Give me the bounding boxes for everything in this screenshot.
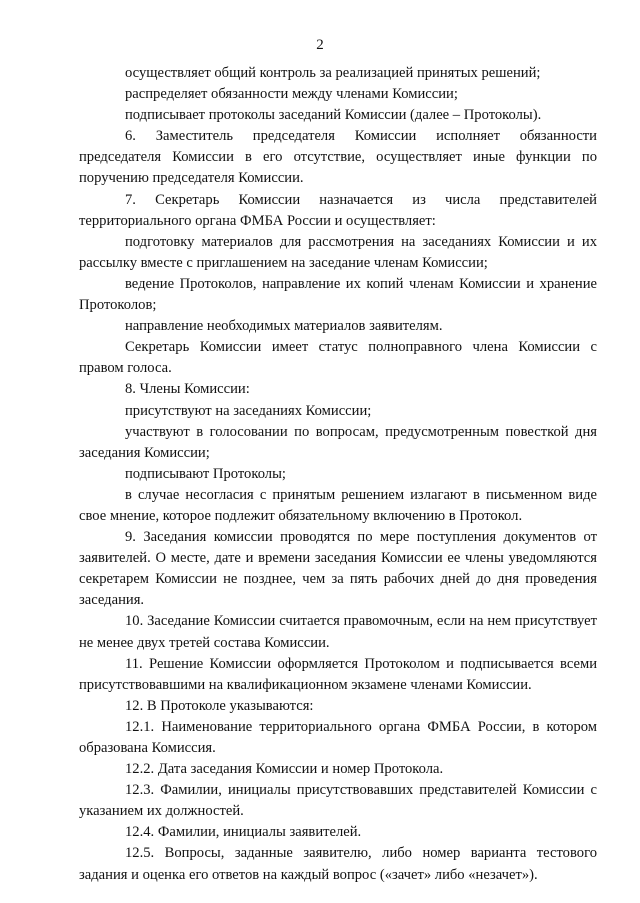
paragraph-12-3: 12.3. Фамилии, инициалы присутствовавших представителей Комиссии с указанием их должностей.	[79, 782, 597, 820]
paragraph-12-2: 12.2. Дата заседания Комиссии и номер Протокола.	[125, 761, 444, 778]
paragraph-members-sign: подписывают Протоколы;	[125, 465, 286, 482]
paragraph-7-secretary: 7. Секретарь Комиссии назначается из числа представителей территориального органа ФМБА России и осуществляет:	[79, 191, 597, 229]
paragraph-secretary-protocols: ведение Протоколов, направление их копий членам Комиссии и хранение Протоколов;	[79, 275, 597, 314]
paragraph-sign-protocols: подписывает протоколы заседаний Комиссии (далее – Протоколы).	[125, 107, 542, 124]
document-body	[79, 63, 597, 886]
paragraph-11-decision: 11. Решение Комиссии оформляется Протоколом и подписывается всеми присутствовавшими на квалификационном экзамене членами Комиссии.	[79, 655, 597, 693]
paragraph-members-disagreement: в случае несогласия с принятым решением излагают в письменном виде свое мнение, которое подлежит обязательному включению в Протокол.	[79, 486, 597, 524]
paragraph-members-attend: присутствуют на заседаниях Комиссии;	[125, 402, 372, 419]
paragraph-12-protocol-contents: 12. В Протоколе указываются:	[125, 697, 314, 714]
paragraph-secretary-status: Секретарь Комиссии имеет статус полноправного члена Комиссии с правом голоса.	[79, 339, 597, 377]
paragraph-12-4: 12.4. Фамилии, инициалы заявителей.	[125, 824, 362, 841]
paragraph-secretary-preparation: подготовку материалов для рассмотрения на заседаниях Комиссии и их рассылку вместе с приглашением на заседание членам Комиссии;	[79, 233, 597, 271]
paragraph-secretary-materials: направление необходимых материалов заявителям.	[125, 318, 443, 335]
paragraph-6-deputy-chair: 6. Заместитель председателя Комиссии исполняет обязанности председателя Комиссии в его отсутствие, осуществляет иные функции по поручению председателя Комиссии.	[79, 128, 597, 187]
paragraph-10-quorum: 10. Заседание Комиссии считается правомочным, если на нем присутствует не менее двух третей состава Комиссии.	[79, 613, 597, 651]
paragraph-9-meetings: 9. Заседания комиссии проводятся по мере поступления документов от заявителей. О месте, дате и времени заседания Комиссии ее члены уведомляются секретарем Комиссии не позднее, чем за пять рабочих дней до дня проведения заседания.	[79, 529, 597, 609]
page-number: 2	[316, 37, 324, 53]
paragraph-8-members: 8. Члены Комиссии:	[125, 381, 250, 398]
paragraph-distribute-duties: распределяет обязанности между членами Комиссии;	[125, 86, 458, 103]
paragraph-general-control: осуществляет общий контроль за реализацией принятых решений;	[125, 65, 541, 81]
paragraph-12-1: 12.1. Наименование территориального органа ФМБА России, в котором образована Комиссия.	[79, 718, 597, 756]
paragraph-12-5: 12.5. Вопросы, заданные заявителю, либо номер варианта тестового задания и оценка его ответов на каждый вопрос («зачет» либо «незачет»).	[79, 845, 597, 883]
paragraph-members-vote: участвуют в голосовании по вопросам, предусмотренным повесткой дня заседания Комиссии;	[79, 423, 597, 461]
